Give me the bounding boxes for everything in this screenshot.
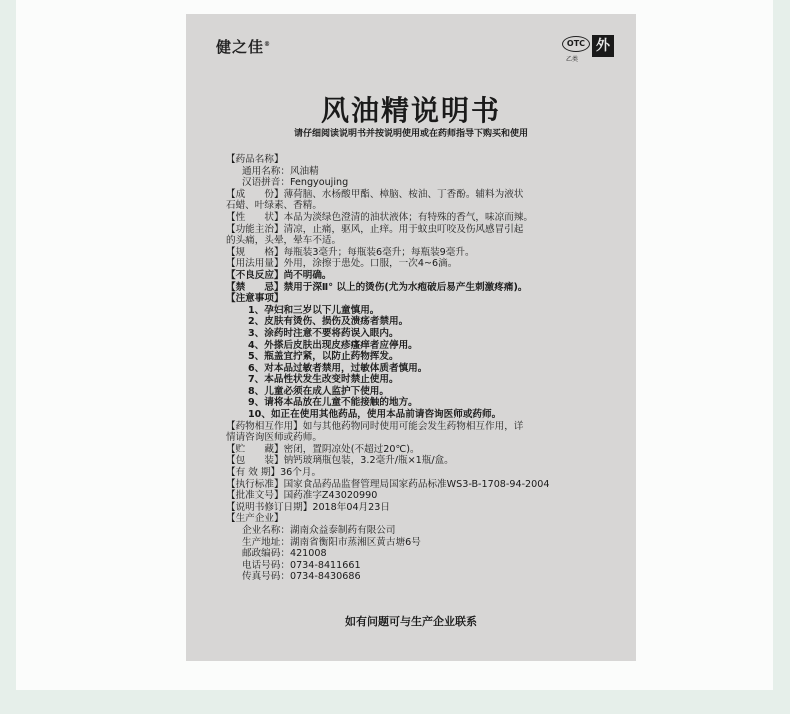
leaflet-sheet xyxy=(186,14,636,661)
validity-label: 【有 效 期】 xyxy=(226,467,281,479)
pinyin-name: 汉语拼音：Fengyoujing xyxy=(242,177,349,189)
note-item: 8、儿童必须在成人监护下使用。 xyxy=(248,385,389,397)
taboo-label: 【禁 忌】 xyxy=(226,281,284,293)
otc-class: 乙类 xyxy=(566,56,579,63)
package-value: 钠钙玻璃瓶包装，3.2毫升/瓶×1瓶/盒。 xyxy=(283,455,454,467)
interaction-row xyxy=(226,421,626,433)
footer-note: 如有问题可与生产企业联系 xyxy=(345,615,477,628)
company-name: 企业名称：湖南众益泰制药有限公司 xyxy=(242,525,396,536)
brand-mark: ® xyxy=(264,41,272,48)
composition-value: 薄荷脑、水杨酸甲酯、樟脑、桉油、丁香酚。辅料为液状 xyxy=(283,188,524,200)
character-value: 本品为淡绿色澄清的油状液体；有特殊的香气，味凉而辣。 xyxy=(283,211,533,223)
composition-cont: 石蜡、叶绿素、香精。 xyxy=(226,200,322,212)
adverse-row xyxy=(226,270,626,282)
storage-row xyxy=(226,444,626,456)
otc-badge: OTC xyxy=(562,36,590,52)
standard-row xyxy=(226,479,626,491)
storage-label: 【贮 藏】 xyxy=(226,443,284,455)
manufacturer-label: 【生产企业】 xyxy=(226,513,284,525)
taboo-value: 禁用于深Ⅱ° 以上的烫伤(尤为水疱破后易产生刺激疼痛)。 xyxy=(283,281,528,293)
note-item: 4、外搽后皮肤出现皮疹瘙痒者应停用。 xyxy=(248,339,418,351)
brand-logo xyxy=(216,36,271,57)
function-value: 清凉，止痛，驱风，止痒。用于蚊虫叮咬及伤风感冒引起 xyxy=(283,223,524,235)
document-title: 风油精说明书 xyxy=(320,94,501,127)
standard-label: 【执行标准】 xyxy=(226,478,284,490)
approval-value: 国药准字Z43020990 xyxy=(283,490,378,502)
character-label: 【性 状】 xyxy=(226,211,284,223)
usage-value: 外用，涂擦于患处。口服，一次4~6滴。 xyxy=(283,258,458,270)
company-fax: 传真号码：0734-8430686 xyxy=(242,571,361,583)
approval-label: 【批准文号】 xyxy=(226,490,284,502)
composition-row xyxy=(226,189,626,201)
common-name: 通用名称：风油精 xyxy=(242,165,319,177)
note-item: 9、请将本品放在儿童不能接触的地方。 xyxy=(248,397,418,409)
function-row xyxy=(226,224,626,236)
package-label: 【包 装】 xyxy=(226,455,284,467)
note-item: 2、皮肤有烫伤、损伤及溃疡者禁用。 xyxy=(248,316,409,328)
company-postcode: 邮政编码：421008 xyxy=(242,548,327,560)
taboo-row xyxy=(226,282,626,294)
interaction-value: 如与其他药物同时使用可能会发生药物相互作用，详 xyxy=(302,420,524,432)
adverse-label: 【不良反应】 xyxy=(226,269,284,281)
spec-row xyxy=(226,247,626,259)
approval-row xyxy=(226,490,626,502)
note-item: 5、瓶盖宜拧紧，以防止药物挥发。 xyxy=(248,351,399,363)
package-row xyxy=(226,455,626,467)
composition-label: 【成 份】 xyxy=(226,188,284,200)
spec-value: 每瓶装3毫升；每瓶装6毫升；每瓶装9毫升。 xyxy=(283,246,475,258)
leaflet-body xyxy=(226,154,626,583)
note-item: 6、对本品过敏者禁用，过敏体质者慎用。 xyxy=(248,362,428,374)
validity-value: 36个月。 xyxy=(280,467,322,479)
page-frame xyxy=(16,0,773,690)
revision-row xyxy=(226,502,626,514)
standard-value: 国家食品药品监督管理局国家药品标准WS3-B-1708-94-2004 xyxy=(283,478,550,490)
notes-label: 【注意事项】 xyxy=(226,293,284,305)
document-subtitle: 请仔细阅读说明书并按说明使用或在药师指导下购买和使用 xyxy=(293,129,528,139)
drug-name-label: 【药品名称】 xyxy=(226,154,284,165)
interaction-label: 【药物相互作用】 xyxy=(226,420,303,432)
company-phone: 电话号码：0734-8411661 xyxy=(242,559,361,571)
character-row xyxy=(226,212,626,224)
validity-row xyxy=(226,467,626,479)
revision-value: 2018年04月23日 xyxy=(312,501,390,513)
usage-row xyxy=(226,258,626,270)
note-item: 1、孕妇和三岁以下儿童慎用。 xyxy=(248,304,380,316)
revision-label: 【说明书修订日期】 xyxy=(226,501,313,513)
usage-label: 【用法用量】 xyxy=(226,258,284,270)
external-use-badge: 外 xyxy=(592,35,614,57)
function-label: 【功能主治】 xyxy=(226,223,284,235)
note-item: 7、本品性状发生改变时禁止使用。 xyxy=(248,374,399,386)
adverse-value: 尚不明确。 xyxy=(283,269,332,281)
note-item: 3、涂药时注意不要将药误入眼内。 xyxy=(248,327,399,339)
function-cont: 的头痛，头晕，晕车不适。 xyxy=(226,235,342,247)
company-address: 生产地址：湖南省衡阳市蒸湘区黄古塘6号 xyxy=(242,536,421,548)
storage-value: 密闭，置阴凉处(不超过20℃)。 xyxy=(283,443,420,455)
interaction-cont: 情请咨询医师或药师。 xyxy=(226,432,322,444)
spec-label: 【规 格】 xyxy=(226,246,284,258)
brand-name: 健之佳 xyxy=(216,38,265,56)
note-item: 10、如正在使用其他药品，使用本品前请咨询医师或药师。 xyxy=(248,409,502,421)
